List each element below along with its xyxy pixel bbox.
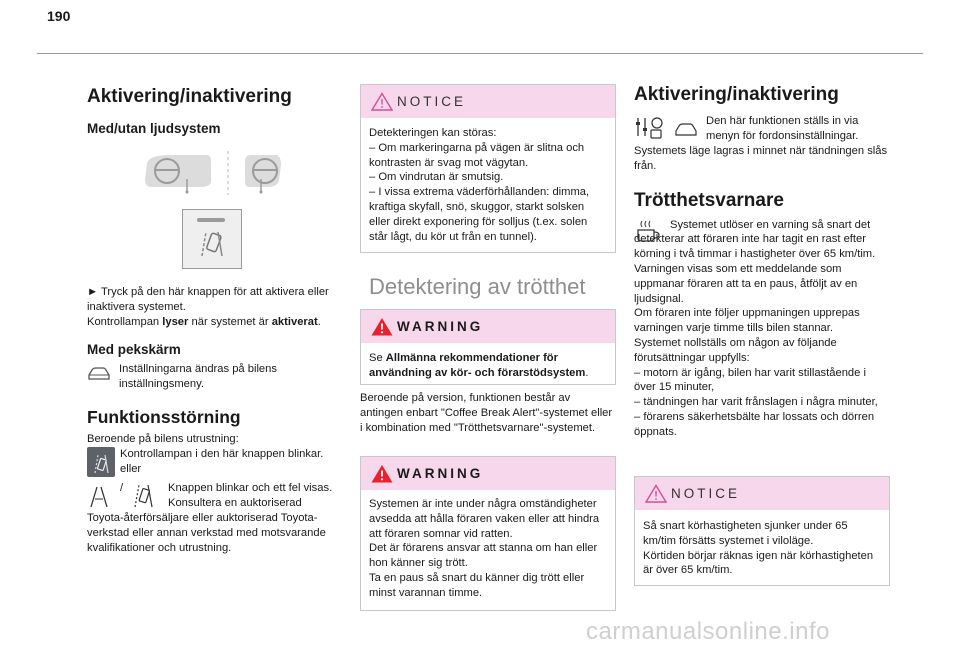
alert-line: – motorn är igång, bilen har varit stillastående i över 15 minuter, [634,366,866,394]
notice-line: Så snart körhastigheten sjunker under 65 km/tim försätts systemet i viloläge. [643,520,848,547]
fault-text: Knappen blinkar och ett fel visas. Konsultera en auktoriserad [168,482,333,509]
lane-assist-fault-icon [130,481,156,509]
touch-row [87,362,343,392]
fault-row [87,481,343,511]
heading-malfunction: Funktionsstörning [87,407,241,428]
heading-activation: Aktivering/inaktivering [87,86,292,107]
slash-separator: / [120,482,124,495]
alert-line: – tändningen har varit frånslagen i några minuter, [634,396,878,409]
watermark[interactable]: carmanualsonline.info [586,618,830,645]
warning-line: Ta en paus så snart du känner dig trött eller minst varannan timme. [369,571,585,599]
warning-box-responsibility [360,456,616,611]
column-1 [87,86,343,556]
heading-fatigue-alert: Trötthetsvarnare [634,189,784,211]
memory-text: Systemets läge lagras i minnet när tändningen slås från. [634,145,888,172]
column-3 [634,84,888,440]
alert-line: Om föraren inte följer uppmaningen upprepas varningen varje timme tills bilen stannar. [634,307,860,335]
header-divider [37,53,923,54]
notice-line: Detekteringen kan störas: [369,127,497,139]
alert-intro-text: Systemet utlöser en varning så snart det detekterar att föraren inte har tagit en rast efter körning i två timmar i hastigheter över 65 km/tim. [634,218,876,261]
instruction-text: ► Tryck på den här knappen för att aktivera eller inaktivera systemet. [87,286,329,313]
warning-line: Systemen är inte under några omständigheter avsedda att hålla föraren vaken eller att hindra att föraren somnar vid ratten. [369,498,600,540]
settings-menu-icon [634,114,700,142]
coffee-cup-icon [634,218,662,244]
heading-fatigue-detection: Detektering av trötthet [369,274,586,299]
lane-assist-button-icon [182,209,242,269]
warning-triangle-icon [371,464,393,483]
equipment-text: Beroende på bilens utrustning: [87,433,239,446]
notice-line: – I vissa extrema väderförhållanden: dimma, kraftiga skyfall, snö, skuggor, starkt solsken eller direkt exponering för solljus (t.ex. solen står lågt, du kör ut från en tunnel). [369,186,590,243]
notice-line: – Om markeringarna på vägen är slitna och kontrasten är svag mot vägytan. [369,141,585,169]
notice-title: NOTICE [671,486,741,501]
heading-audio-system: Med/utan ljudsystem [87,121,221,136]
lane-warning-icon [87,483,111,509]
warning-box-general [360,309,616,385]
touchscreen-text: Inställningarna ändras på bilens inställningsmeny. [119,363,277,391]
alert-line: Varningen visas som ett meddelande som uppmanar föraren att ta en paus, åtföljt av en ljudsignal. [634,262,858,305]
settings-text: Den här funktionen ställs in via menyn för fordonsinställningar. [706,115,859,142]
warning-line: Det är förarens ansvar att stanna om han eller hon känner sig trött. [369,542,598,570]
blink-row [87,447,343,479]
version-text: Beroende på version, funktionen består av antingen enbart "Coffee Break Alert"-systemet eller i kombination med "Trötthetsvarnare"-systemet. [360,392,613,434]
notice-line: Körtiden börjar räknas igen när körhastigheten är över 65 km/tim. [643,549,874,577]
warning-triangle-icon [371,317,393,336]
heading-touchscreen: Med pekskärm [87,342,181,358]
page-number: 190 [47,8,71,24]
notice-triangle-icon [371,92,393,111]
blink-text: Kontrollampan i den här knappen blinkar. eller [120,448,324,475]
notice-box-detection [360,84,616,253]
heading-activation-right: Aktivering/inaktivering [634,84,839,105]
car-settings-icon [87,365,111,381]
notice-triangle-icon [645,484,667,503]
notice-line: – Om vindrutan är smutsig. [369,171,504,184]
settings-row [634,114,888,144]
warning-general-text: Se Allmänna rekommendationer för användning av kör- och förarstödsystem. [369,352,589,379]
notice-title: NOTICE [397,94,467,109]
lamp-status-text: Kontrollampan lyser när systemet är aktiverat. [87,315,321,328]
warning-title: WARNING [397,319,484,334]
lane-assist-warning-icon [87,447,115,477]
notice-box-speed [634,476,890,586]
alert-line: – förarens säkerhetsbälte har lossats och dörren öppnats. [634,410,875,438]
alert-line: Systemet nollställs om någon av följande förutsättningar uppfylls: [634,336,837,364]
alert-row [634,218,888,262]
warning-title: WARNING [397,466,484,481]
steering-switch-illustration [141,151,281,197]
dealer-text: Toyota-återförsäljare eller auktoriserad Toyota-verkstad eller annan verkstad med motsvarande kvalifikationer och utrustning. [87,512,326,554]
